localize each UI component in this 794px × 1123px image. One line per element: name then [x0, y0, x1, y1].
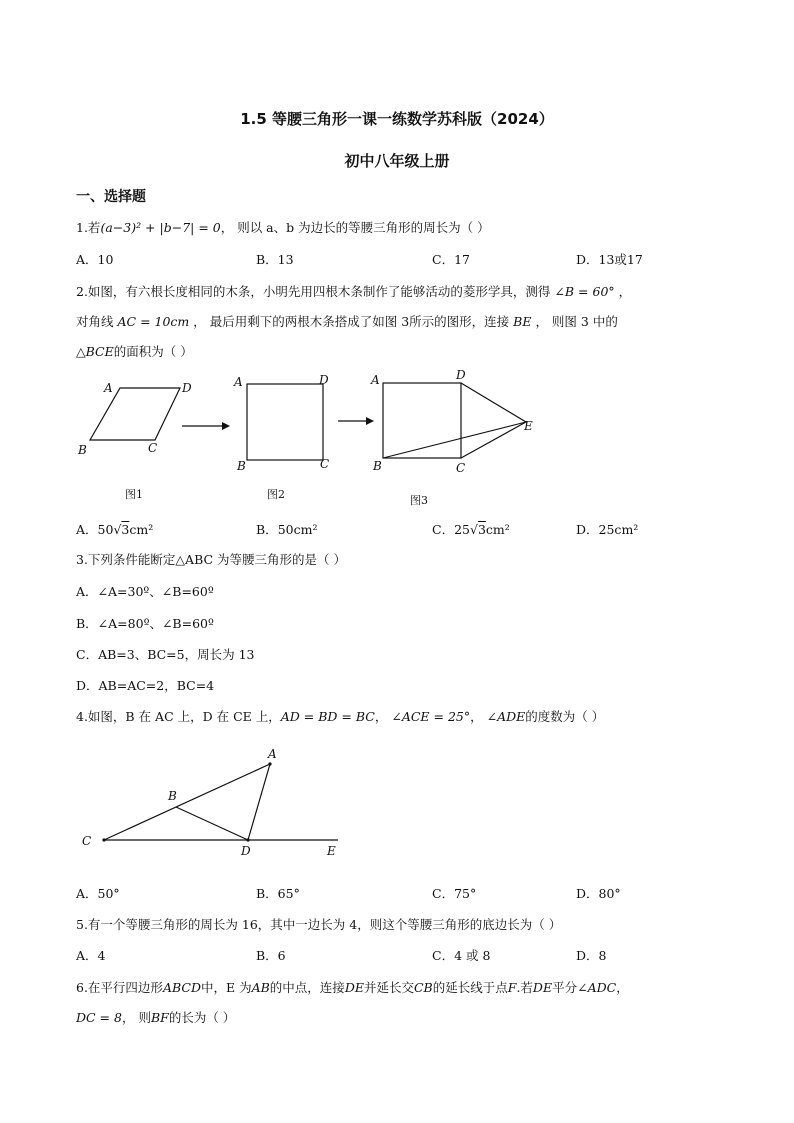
- q2-option-b-label: B．: [256, 522, 278, 537]
- q4-label-d: D: [241, 844, 251, 858]
- q2-math: △BCE: [76, 344, 114, 359]
- q2-option-a-radicand: 3: [121, 522, 130, 537]
- q6-text: 并延长交: [363, 980, 414, 995]
- fig1-rhombus: [90, 388, 180, 440]
- q4-math: AD = BD = BC: [280, 709, 375, 724]
- q6-math: DC = 8: [76, 1010, 122, 1025]
- q1-option-b: B．13: [256, 252, 294, 267]
- q1-option-c: C．17: [432, 252, 470, 267]
- fig2-label-c: C: [320, 457, 330, 471]
- q6-text: .若: [516, 980, 533, 995]
- fig3-label-e: E: [524, 419, 533, 433]
- q2-text: ，: [618, 284, 632, 299]
- q1-expression: (a−3)² + |b−7| = 0: [100, 220, 221, 235]
- fig3-label-a: A: [371, 373, 380, 387]
- page-subtitle: 初中八年级上册: [344, 152, 450, 170]
- q6-text: 的延长线于点: [432, 980, 508, 995]
- q6-text: ，: [616, 980, 629, 995]
- q1-prefix: 1.若: [76, 220, 101, 235]
- q2-option-c: C．25√3cm²: [432, 522, 510, 537]
- q2-figures: [70, 366, 550, 516]
- arrow-2-head: [366, 417, 374, 425]
- q2-text: ， 则图 3 中的: [535, 314, 618, 329]
- fig2-label-b: B: [237, 459, 246, 473]
- fig2-square: [247, 384, 323, 460]
- fig1-caption: 图1: [125, 488, 143, 501]
- q4-line-ad: [248, 764, 270, 840]
- q6-text: 的中点，连接: [269, 980, 345, 995]
- q4-point-d: [246, 838, 249, 841]
- q4-point-a: [268, 762, 271, 765]
- q2-option-c-unit: cm²: [485, 522, 510, 537]
- fig3-caption: 图3: [410, 494, 428, 507]
- fig3-label-c: C: [456, 461, 466, 475]
- q4-label-e: E: [327, 844, 336, 858]
- q4-point-c: [102, 838, 105, 841]
- q2-option-d-label: D．: [576, 522, 599, 537]
- fig1-label-d: D: [182, 381, 192, 395]
- q5-option-b: B．6: [256, 948, 286, 963]
- q4-math: ∠ADE: [486, 709, 526, 724]
- q4-label-c: C: [82, 834, 92, 848]
- q1-suffix: ， 则以 a、b 为边长的等腰三角形的周长为（ ）: [220, 220, 490, 235]
- q2-option-a-num: 50: [97, 522, 114, 537]
- q4-line-bd: [176, 807, 248, 840]
- fig2-caption: 图2: [267, 488, 285, 501]
- q4-option-d: D．80°: [576, 886, 621, 901]
- q6-math: ABCD: [162, 980, 201, 995]
- q6-math: AB: [251, 980, 270, 995]
- q4-text: 的度数为（ ）: [525, 709, 605, 724]
- q3-option-b: B．∠A=80º、∠B=60º: [76, 616, 214, 631]
- q6-math: CB: [413, 980, 433, 995]
- question-6-line-1: [76, 978, 629, 996]
- fig3-segment-be: [383, 422, 526, 458]
- q2-text: 的面积为（ ）: [113, 344, 193, 359]
- q2-option-c-radicand: 3: [477, 522, 486, 537]
- q2-option-b: [256, 520, 317, 538]
- q2-math: BE: [513, 314, 532, 329]
- q2-text: ， 最后用剩下的两根木条搭成了如图 3所示的图形，连接: [193, 314, 510, 329]
- q4-label-b: B: [168, 789, 177, 803]
- section-heading: 一、选择题: [76, 189, 146, 205]
- q4-text: ，: [470, 709, 487, 724]
- q6-text: 中，E 为: [200, 980, 252, 995]
- fig1-label-b: B: [78, 443, 87, 457]
- q6-text: 6.在平行四边形: [76, 980, 163, 995]
- q2-option-c-label: C．: [432, 522, 455, 537]
- q4-option-c: C．75°: [432, 886, 477, 901]
- fig3-label-d: D: [456, 368, 466, 382]
- fig3-label-b: B: [373, 459, 382, 473]
- page-title: 1.5 等腰三角形一课一练数学苏科版（2024）: [240, 110, 554, 128]
- question-5-stem: 5.有一个等腰三角形的周长为 16，其中一边长为 4，则这个等腰三角形的底边长为（ ）: [76, 917, 562, 932]
- q6-math: DE: [532, 980, 553, 995]
- q2-option-c-num: 25: [454, 522, 470, 537]
- q3-option-a: A．∠A=30º、∠B=60º: [76, 584, 214, 599]
- q4-text: ，: [374, 709, 392, 724]
- q2-text: 2.如图，有六根长度相同的木条，小明先用四根木条制作了能够活动的菱形学具，测得: [76, 284, 551, 299]
- fig2-label-d: D: [319, 373, 329, 387]
- q6-text: ， 则: [121, 1010, 151, 1025]
- q1-option-d: D．13或17: [576, 252, 643, 267]
- q4-figure: [76, 738, 366, 862]
- fig3-square: [383, 383, 461, 458]
- q2-math: ∠B = 60°: [554, 284, 615, 299]
- q3-option-c: C．AB=3、BC=5，周长为 13: [76, 647, 255, 662]
- q2-option-a-label: A．: [76, 522, 98, 537]
- q5-option-a: A．4: [76, 948, 106, 963]
- q6-math: ∠ADC: [577, 980, 617, 995]
- q4-option-b: B．65°: [256, 886, 300, 901]
- q6-math: F: [507, 980, 517, 995]
- q2-text: 对角线: [76, 314, 114, 329]
- fig2-label-a: A: [234, 375, 243, 389]
- q4-label-a: A: [268, 747, 277, 761]
- q4-text: 4.如图，B 在 AC 上，D 在 CE 上，: [76, 709, 281, 724]
- question-6-line-2: [76, 1008, 235, 1026]
- q1-option-a: A．10: [76, 252, 114, 267]
- arrow-1-head: [222, 422, 230, 430]
- question-1-stem: [76, 218, 490, 236]
- q4-line-ca: [104, 764, 270, 840]
- q6-math: DE: [344, 980, 364, 995]
- q4-option-a: A．50°: [76, 886, 120, 901]
- fig1-label-c: C: [148, 441, 158, 455]
- q2-option-a-unit: cm²: [129, 522, 154, 537]
- q3-option-d: D．AB=AC=2，BC=4: [76, 678, 215, 693]
- q2-option-d-value: 25cm²: [598, 522, 639, 537]
- q5-option-c: C．4 或 8: [432, 948, 491, 963]
- q6-math: BF: [150, 1010, 169, 1025]
- q2-option-a: A．50√3cm²: [76, 522, 154, 537]
- question-4-stem: [76, 707, 604, 725]
- q5-option-d: D．8: [576, 948, 607, 963]
- q2-option-b-value: 50cm²: [277, 522, 318, 537]
- fig3-triangle: [461, 383, 526, 458]
- q2-option-d: [576, 520, 638, 538]
- question-2-line-1: [76, 282, 631, 300]
- q6-text: 平分: [552, 980, 578, 995]
- question-2-line-3: [76, 342, 193, 360]
- question-3-stem: 3.下列条件能断定△ABC 为等腰三角形的是（ ）: [76, 552, 346, 567]
- fig1-label-a: A: [104, 381, 113, 395]
- question-2-line-2: [76, 312, 618, 330]
- q2-math: AC = 10cm: [117, 314, 190, 329]
- q4-math: ∠ACE = 25°: [391, 709, 471, 724]
- q6-text: 的长为（ ）: [168, 1010, 236, 1025]
